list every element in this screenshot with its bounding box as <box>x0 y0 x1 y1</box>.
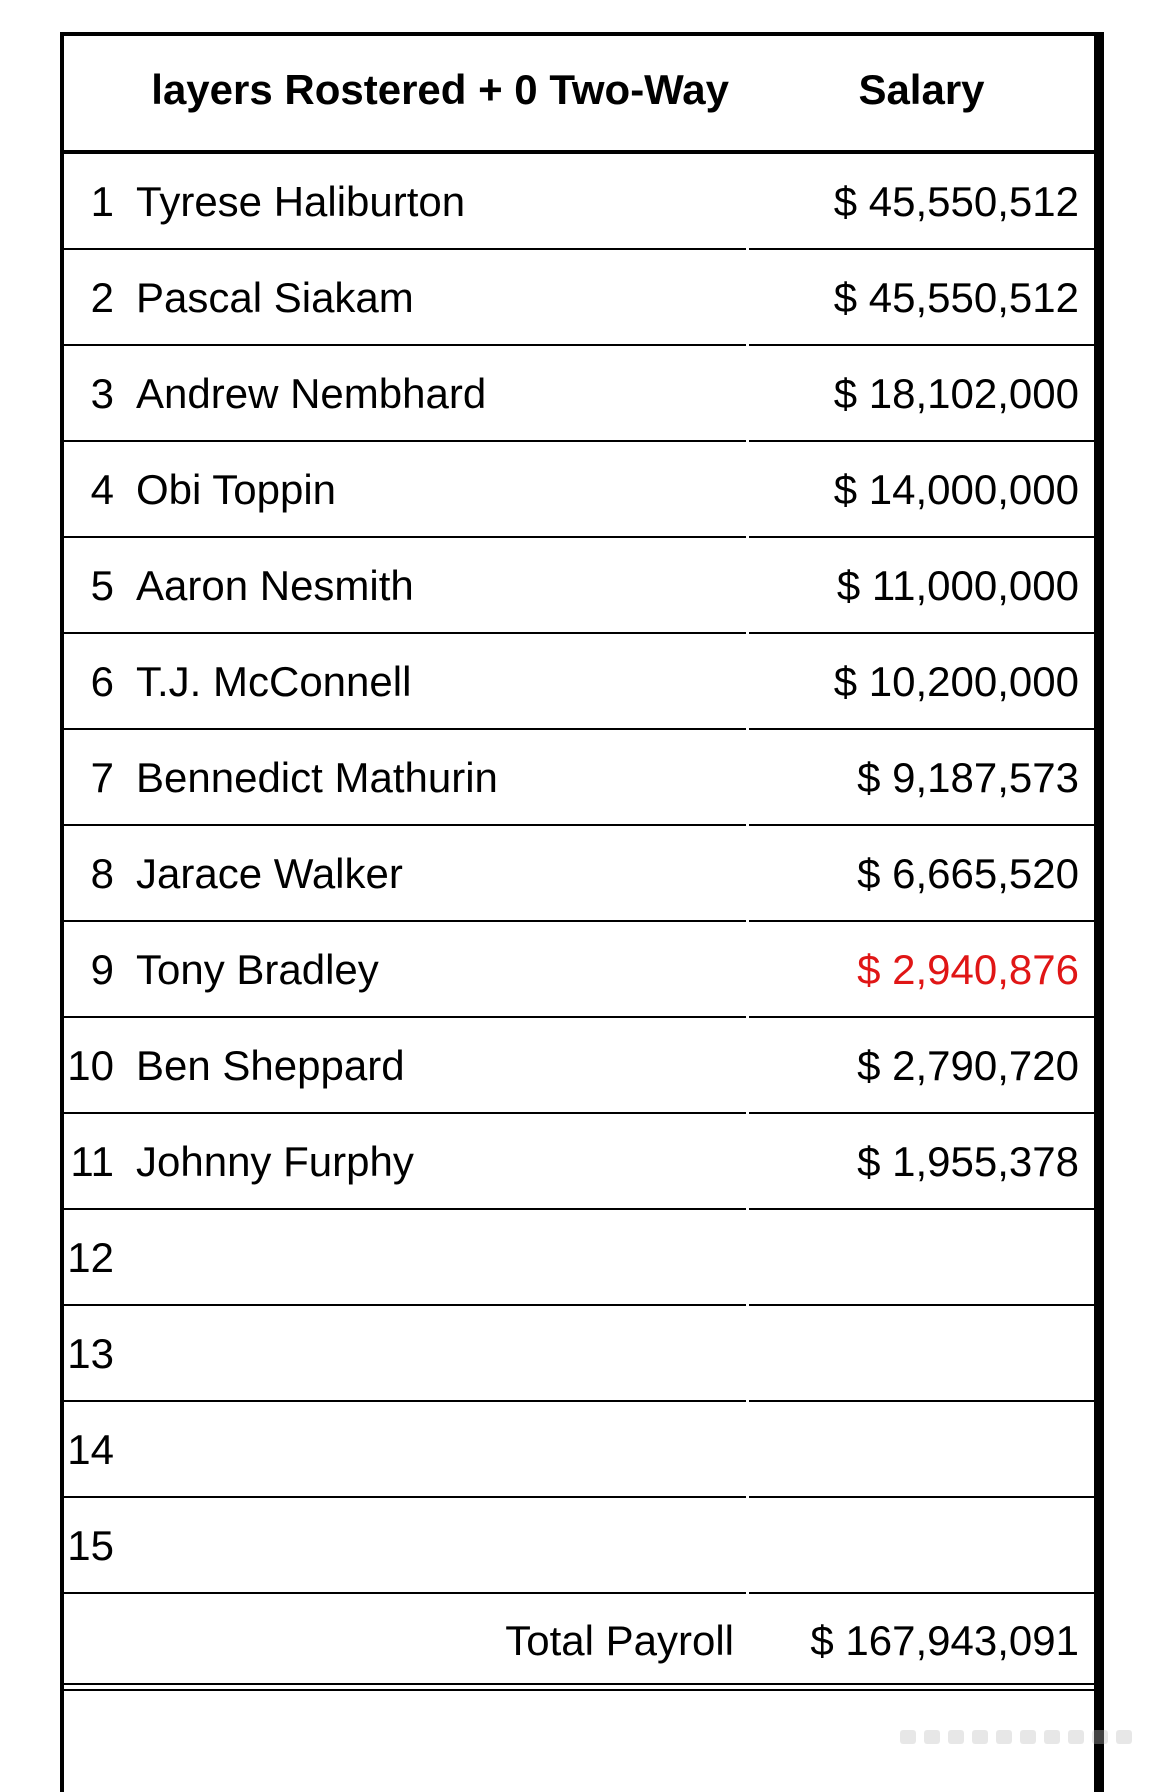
player-name: T.J. McConnell <box>136 658 412 705</box>
row-divider <box>749 1592 1094 1594</box>
watermark <box>900 1730 1140 1746</box>
table-row <box>64 826 1094 922</box>
player-name: Jarace Walker <box>136 850 403 897</box>
header-salary-cell <box>749 36 1094 150</box>
table-row <box>64 442 1094 538</box>
table-header <box>64 36 1094 154</box>
row-number: 1 <box>90 178 114 225</box>
player-name: Obi Toppin <box>136 466 337 513</box>
table-row <box>64 250 1094 346</box>
table-row <box>64 1114 1094 1210</box>
table-row <box>64 346 1094 442</box>
row-number: 10 <box>67 1042 114 1089</box>
player-salary: $ 1,955,378 <box>857 1138 1079 1185</box>
row-number: 15 <box>67 1522 114 1569</box>
row-number: 7 <box>90 754 114 801</box>
row-number: 3 <box>90 370 114 417</box>
table-row <box>64 1402 1094 1498</box>
player-salary: $ 45,550,512 <box>833 178 1079 225</box>
row-number: 11 <box>70 1138 114 1185</box>
player-name: Ben Sheppard <box>136 1042 405 1089</box>
player-salary: $ 10,200,000 <box>833 658 1079 705</box>
row-number: 6 <box>90 658 114 705</box>
player-name: Tyrese Haliburton <box>136 178 466 225</box>
table-row <box>64 538 1094 634</box>
total-double-underline <box>64 1683 1094 1691</box>
row-number: 2 <box>90 274 114 321</box>
table-row <box>64 154 1094 250</box>
table-right-border <box>1094 32 1104 1792</box>
row-divider <box>64 1592 124 1594</box>
header-salary-label: Salary <box>858 66 985 113</box>
table-row <box>64 922 1094 1018</box>
player-name: Tony Bradley <box>136 946 379 993</box>
player-salary: $ 45,550,512 <box>833 274 1079 321</box>
player-name: Pascal Siakam <box>136 274 414 321</box>
table-row <box>64 1210 1094 1306</box>
header-players-cell <box>64 36 749 150</box>
player-salary: $ 14,000,000 <box>833 466 1079 513</box>
player-name: Bennedict Mathurin <box>136 754 498 801</box>
table-row <box>64 1306 1094 1402</box>
table-row <box>64 1498 1094 1594</box>
row-number: 12 <box>67 1234 114 1281</box>
player-name: Andrew Nembhard <box>136 370 487 417</box>
row-number: 9 <box>90 946 114 993</box>
table-body <box>64 154 1094 1594</box>
row-number: 4 <box>90 466 114 513</box>
table-row <box>64 730 1094 826</box>
player-name: Aaron Nesmith <box>136 562 414 609</box>
table-row <box>64 634 1094 730</box>
player-salary: $ 6,665,520 <box>857 850 1079 897</box>
total-payroll-value: $ 167,943,091 <box>810 1617 1079 1664</box>
player-salary: $ 18,102,000 <box>833 370 1079 417</box>
player-salary: $ 11,000,000 <box>836 562 1079 609</box>
row-number: 5 <box>90 562 114 609</box>
total-payroll-label: Total Payroll <box>505 1617 734 1664</box>
row-divider <box>124 1592 746 1594</box>
row-number: 8 <box>90 850 114 897</box>
table-row <box>64 1018 1094 1114</box>
player-salary-highlighted: $ 2,940,876 <box>857 946 1079 993</box>
total-payroll-row <box>64 1595 1094 1685</box>
player-salary: $ 9,187,573 <box>857 754 1079 801</box>
player-salary: $ 2,790,720 <box>857 1042 1079 1089</box>
header-players-label: layers Rostered + 0 Two-Way <box>151 66 729 113</box>
player-name: Johnny Furphy <box>136 1138 414 1185</box>
row-number: 13 <box>67 1330 114 1377</box>
row-number: 14 <box>67 1426 114 1473</box>
